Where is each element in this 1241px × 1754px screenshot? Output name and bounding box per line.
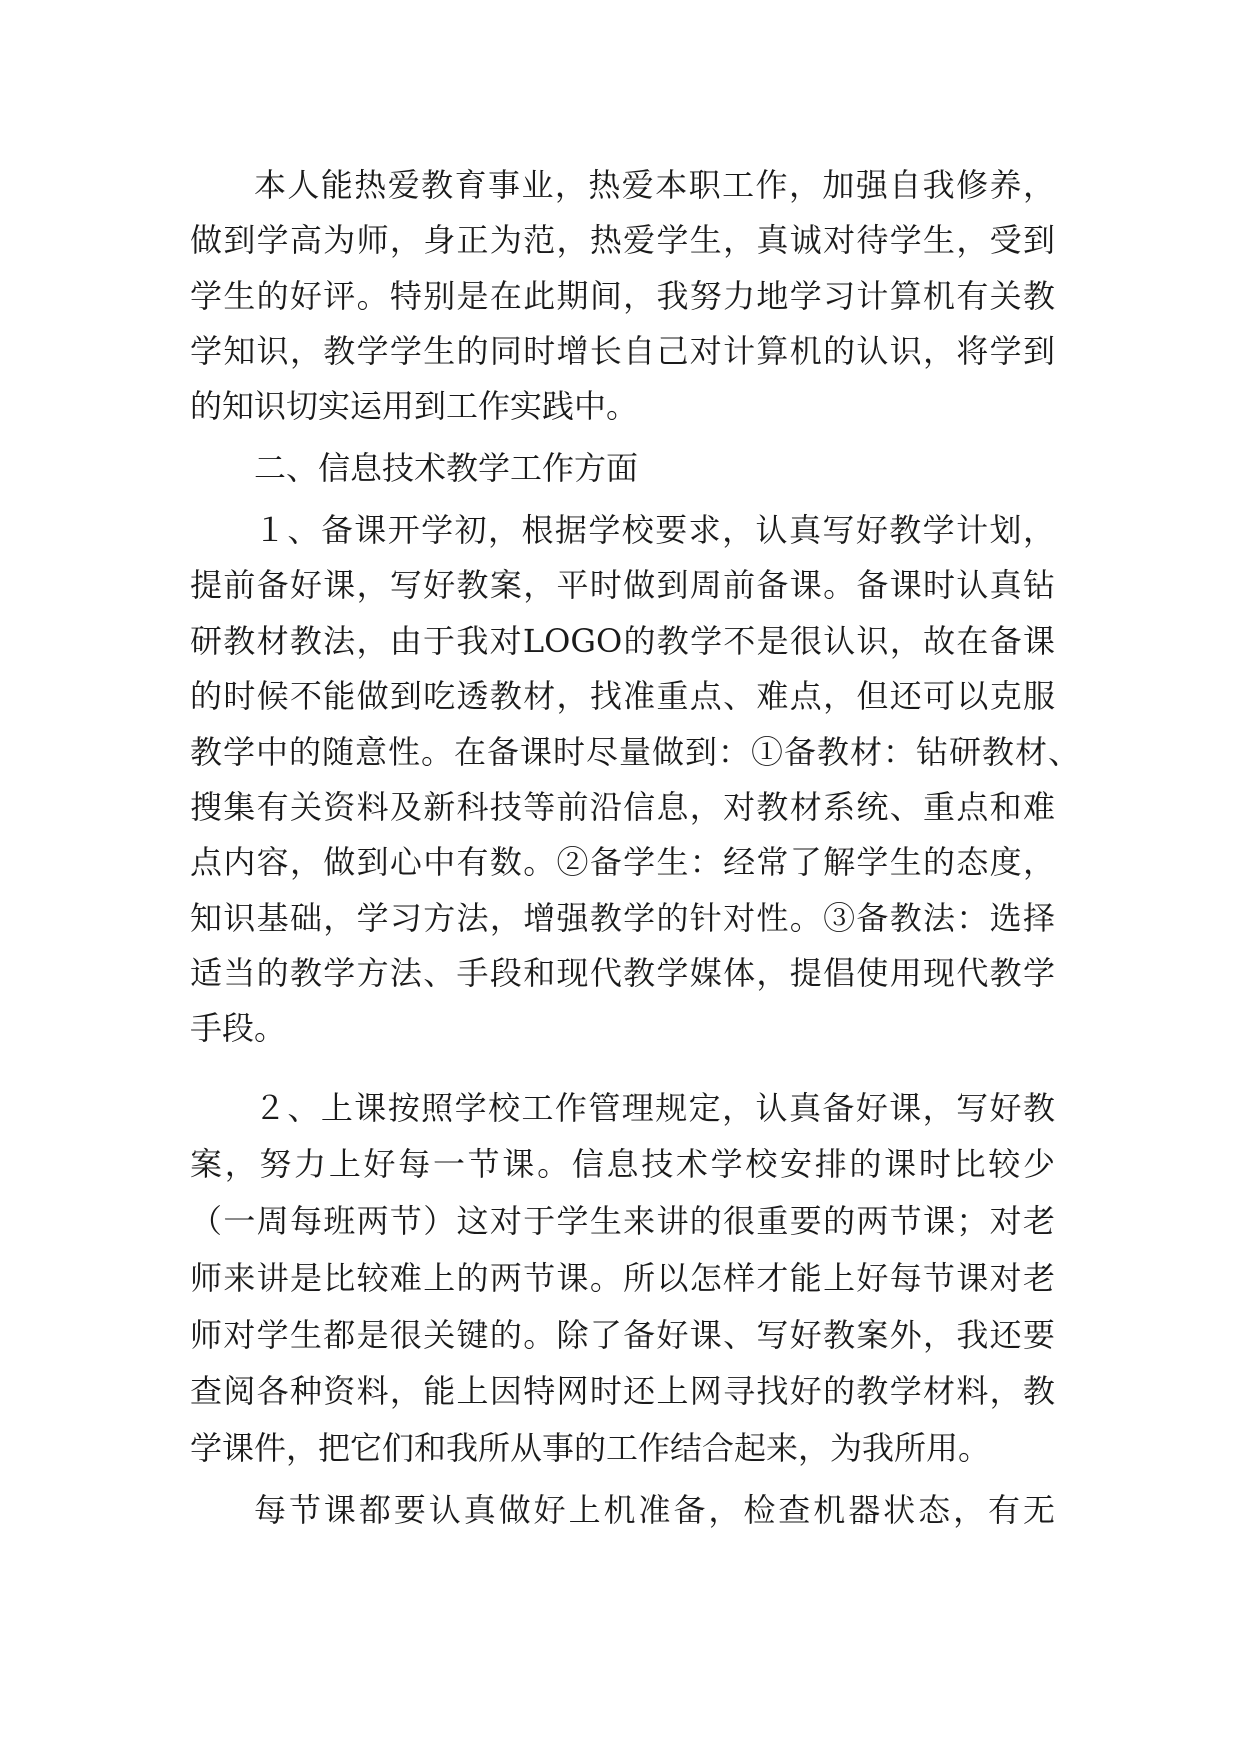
text-line: 教学中的随意性。在备课时尽量做到：①备教材：钻研教材、 bbox=[190, 733, 1082, 771]
text-line: 提前备好课，写好教案，平时做到周前备课。备课时认真钻 bbox=[190, 566, 1055, 604]
section-heading: 二、信息技术教学工作方面 bbox=[254, 449, 639, 487]
text-line: 做到学高为师，身正为范，热爱学生，真诚对待学生，受到 bbox=[190, 221, 1055, 259]
text-line: 学课件，把它们和我所从事的工作结合起来，为我所用。 bbox=[190, 1429, 991, 1467]
text-line: 研教材教法，由于我对LOGO的教学不是很认识，故在备课 bbox=[190, 622, 1055, 660]
text-line: 的知识切实运用到工作实践中。 bbox=[190, 387, 639, 425]
text-line: ２、上课按照学校工作管理规定，认真备好课，写好教 bbox=[254, 1089, 1055, 1127]
text-line: 本人能热爱教育事业，热爱本职工作，加强自我修养， bbox=[254, 166, 1055, 204]
text-line: 知识基础，学习方法，增强教学的针对性。③备教法：选择 bbox=[190, 899, 1055, 937]
text-line: 学知识，教学学生的同时增长自己对计算机的认识，将学到 bbox=[190, 332, 1055, 370]
text-line: 适当的教学方法、手段和现代教学媒体，提倡使用现代教学 bbox=[190, 954, 1055, 992]
text-line: 案，努力上好每一节课。信息技术学校安排的课时比较少 bbox=[190, 1145, 1055, 1183]
text-line: 查阅各种资料，能上因特网时还上网寻找好的教学材料，教 bbox=[190, 1372, 1055, 1410]
text-line: 师对学生都是很关键的。除了备好课、写好教案外，我还要 bbox=[190, 1316, 1055, 1354]
text-line: （一周每班两节）这对于学生来讲的很重要的两节课；对老 bbox=[190, 1202, 1055, 1240]
text-line: 的时候不能做到吃透教材，找准重点、难点，但还可以克服 bbox=[190, 677, 1055, 715]
text-line: １、备课开学初，根据学校要求，认真写好教学计划， bbox=[254, 511, 1055, 549]
text-line: 学生的好评。特别是在此期间，我努力地学习计算机有关教 bbox=[190, 277, 1055, 315]
text-line: 搜集有关资料及新科技等前沿信息，对教材系统、重点和难 bbox=[190, 788, 1055, 826]
text-line: 点内容，做到心中有数。②备学生：经常了解学生的态度， bbox=[190, 843, 1055, 881]
text-line: 每节课都要认真做好上机准备，检查机器状态，有无 bbox=[254, 1491, 1055, 1529]
text-line: 师来讲是比较难上的两节课。所以怎样才能上好每节课对老 bbox=[190, 1259, 1055, 1297]
text-line: 手段。 bbox=[190, 1009, 287, 1047]
